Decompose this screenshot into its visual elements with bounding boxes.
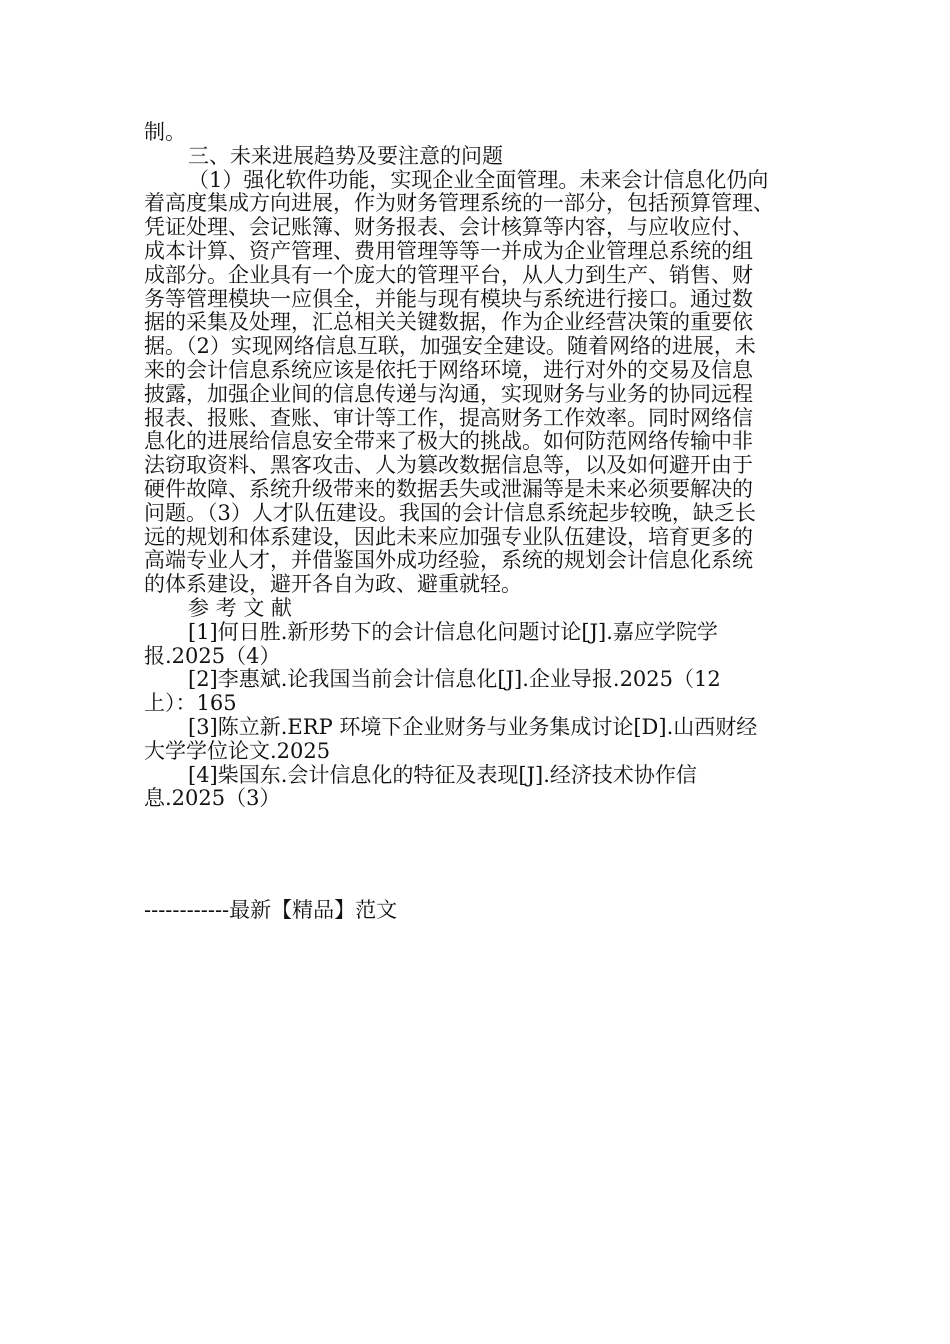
reference-line: 报.2025（4） (144, 643, 281, 668)
text-line: 硬件故障、系统升级带来的数据丢失或泄漏等是未来必须要解决的 (144, 476, 753, 501)
text-line: 成本计算、资产管理、费用管理等等一并成为企业管理总系统的组 (144, 238, 753, 263)
text-line: 问题。（3）人才队伍建设。我国的会计信息系统起步较晚，缺乏长 (144, 500, 756, 525)
text-line: 远的规划和体系建设，因此未来应加强专业队伍建设，培育更多的 (144, 524, 753, 549)
references-heading: 参 考 文 献 (188, 595, 293, 620)
text-line: 务等管理模块一应俱全，并能与现有模块与系统进行接口。通过数 (144, 286, 753, 311)
text-line: 的体系建设，避开各自为政、避重就轻。 (144, 572, 522, 597)
document-body (144, 121, 816, 811)
text-line: 据。（2）实现网络信息互联，加强安全建设。随着网络的进展，未 (144, 334, 756, 359)
text-line: 报表、报账、查账、审计等工作，提高财务工作效率。同时网络信 (144, 405, 753, 430)
text-line: 制。 (144, 120, 186, 144)
reference-line: [2]李惠斌.论我国当前会计信息化[J].企业导报.2025（12 (188, 667, 721, 692)
reference-line: 大学学位论文.2025 (144, 738, 331, 763)
text-line: 息化的进展给信息安全带来了极大的挑战。如何防范网络传输中非 (144, 429, 753, 454)
text-line: 来的会计信息系统应该是依托于网络环境，进行对外的交易及信息 (144, 357, 753, 382)
reference-line: [1]何日胜.新形势下的会计信息化问题讨论[J].嘉应学院学 (188, 619, 718, 644)
reference-line: 上）：165 (144, 691, 237, 716)
text-line: 成部分。企业具有一个庞大的管理平台，从人力到生产、销售、财 (144, 262, 753, 287)
text-line: 着高度集成方向进展，作为财务管理系统的一部分，包括预算管理、 (144, 191, 774, 216)
text-line: 凭证处理、会记账簿、财务报表、会计核算等内容，与应收应付、 (144, 215, 753, 240)
reference-line: [3]陈立新.ERP 环境下企业财务与业务集成讨论[D].山西财经 (188, 714, 758, 739)
text-line: 披露，加强企业间的信息传递与沟通，实现财务与业务的协同远程 (144, 381, 753, 406)
reference-line: 息.2025（3） (144, 786, 281, 811)
text-line: 法窃取资料、黑客攻击、人为篡改数据信息等，以及如何避开由于 (144, 453, 753, 478)
reference-line: [4]柴国东.会计信息化的特征及表现[J].经济技术协作信 (188, 762, 697, 787)
footer-text: ------------最新【精品】范文 (144, 898, 398, 922)
text-line: 高端专业人才，并借鉴国外成功经验，系统的规划会计信息化系统 (144, 548, 753, 573)
text-line: 据的采集及处理，汇总相关关键数据，作为企业经营决策的重要依 (144, 310, 753, 335)
section-heading: 三、未来进展趋势及要注意的问题 (188, 143, 503, 168)
text-line: （1）强化软件功能，实现企业全面管理。未来会计信息化仍向 (188, 167, 769, 192)
